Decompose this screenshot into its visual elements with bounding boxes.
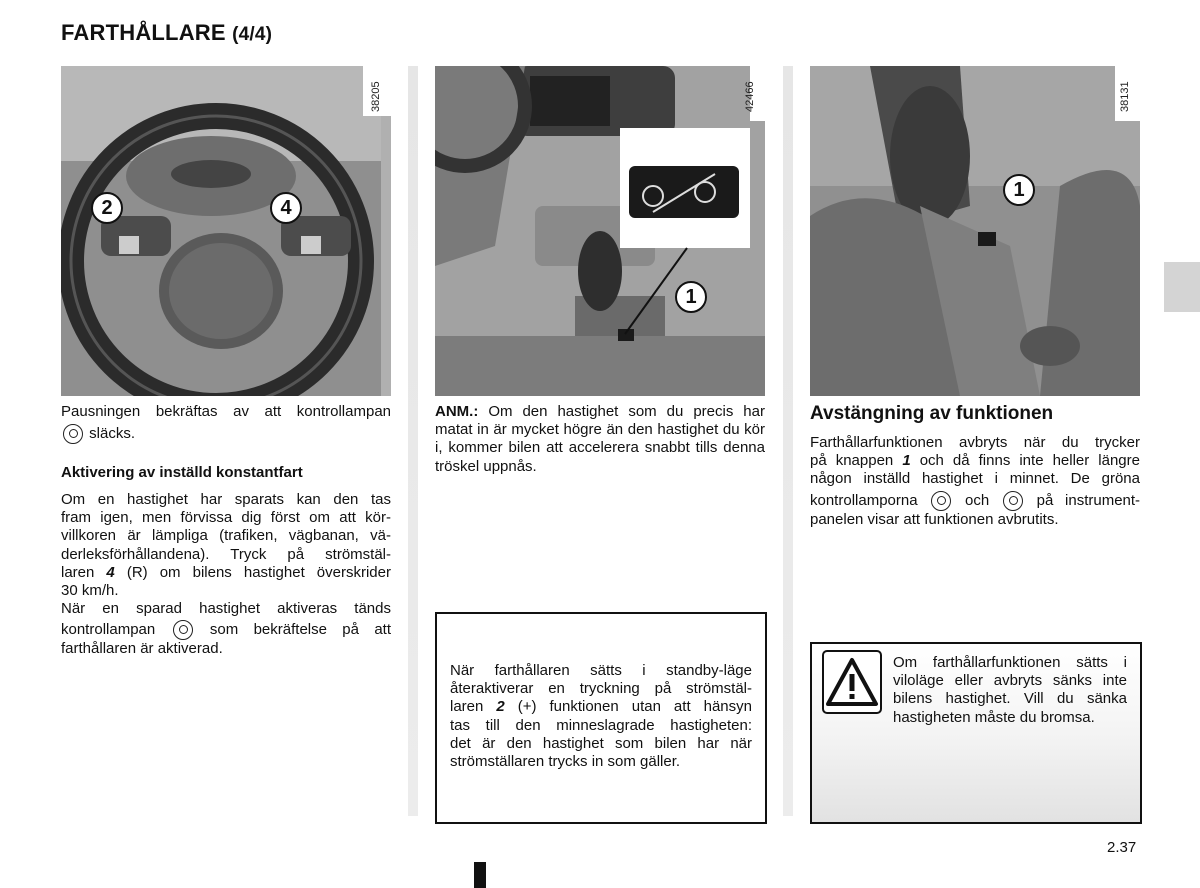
- col1-paragraph-1: Pausningen bekräftas av att kontrollampan släcks.: [61, 403, 391, 444]
- callout-1: 1: [675, 281, 707, 313]
- center-console-photo: [435, 66, 765, 396]
- steering-wheel-photo: [61, 66, 391, 396]
- cruise-control-warning-light-icon: [173, 620, 193, 640]
- info-box: När farthållaren sätts i standby-läge återaktiverar en tryckning på strömstäl- laren 2 (+) funktionen utan att hänsyn tas till den minneslagrade hastigheten: det är den hastighet som bilen har när strömställaren trycks in som gäller.: [435, 612, 767, 824]
- page-number: 2.37: [1107, 839, 1137, 856]
- col1-paragraph-2: Om en hastighet har sparats kan den tas fram igen, men förvissa dig först om att kör- villkoren är lämpliga (trafiken, vägbanan, vä- derleksförhållandena). Tryck på strömstäl- laren 4 (R) om bilens hastighet överskrider 30 km/h. När en sparad hastighet aktiveras tänds kontrollampan som bekräftelse på att farthållaren är aktiverad.: [61, 491, 391, 658]
- photo-reference-number: 38131: [1119, 81, 1131, 112]
- photo-reference-number: 38205: [370, 81, 382, 112]
- photo-reference-number: 42466: [744, 81, 756, 112]
- callout-1: 1: [1003, 174, 1035, 206]
- page-title: FARTHÅLLARE (4/4): [61, 20, 273, 45]
- cruise-control-warning-light-icon: [63, 424, 83, 444]
- note-paragraph: ANM.: Om den hastighet som du precis har matat in är mycket högre än den hastighet du kör i, kommer bilen att accelerera snabbt tills denna tröskel uppnås.: [435, 403, 765, 475]
- section-heading: Aktivering av inställd konstantfart: [61, 464, 303, 481]
- col3-paragraph: Farthållarfunktionen avbryts när du trycker på knappen 1 och då finns inte heller längre någon inställd hastighet i minnet. De gröna kontrollamporna och på instrument- panelen visar att funktionen avbrutits.: [810, 434, 1141, 528]
- chapter-tab: [1164, 262, 1200, 312]
- warning-triangle-icon: [822, 650, 882, 714]
- cruise-control-warning-light-icon: [1003, 491, 1023, 511]
- callout-4: 4: [270, 192, 302, 224]
- warning-text: Om farthållarfunktionen sätts i viloläge eller avbryts sänks inte bilens hastighet. Vill du sänka hastigheten måste du bromsa.: [893, 654, 1127, 726]
- column-divider: [408, 66, 418, 816]
- handbrake-area-photo: [810, 66, 1140, 396]
- column-divider: [783, 66, 793, 816]
- callout-2: 2: [91, 192, 123, 224]
- print-mark: [474, 862, 486, 888]
- section-heading: Avstängning av funktionen: [810, 403, 1054, 424]
- cruise-control-standby-icon: [931, 491, 951, 511]
